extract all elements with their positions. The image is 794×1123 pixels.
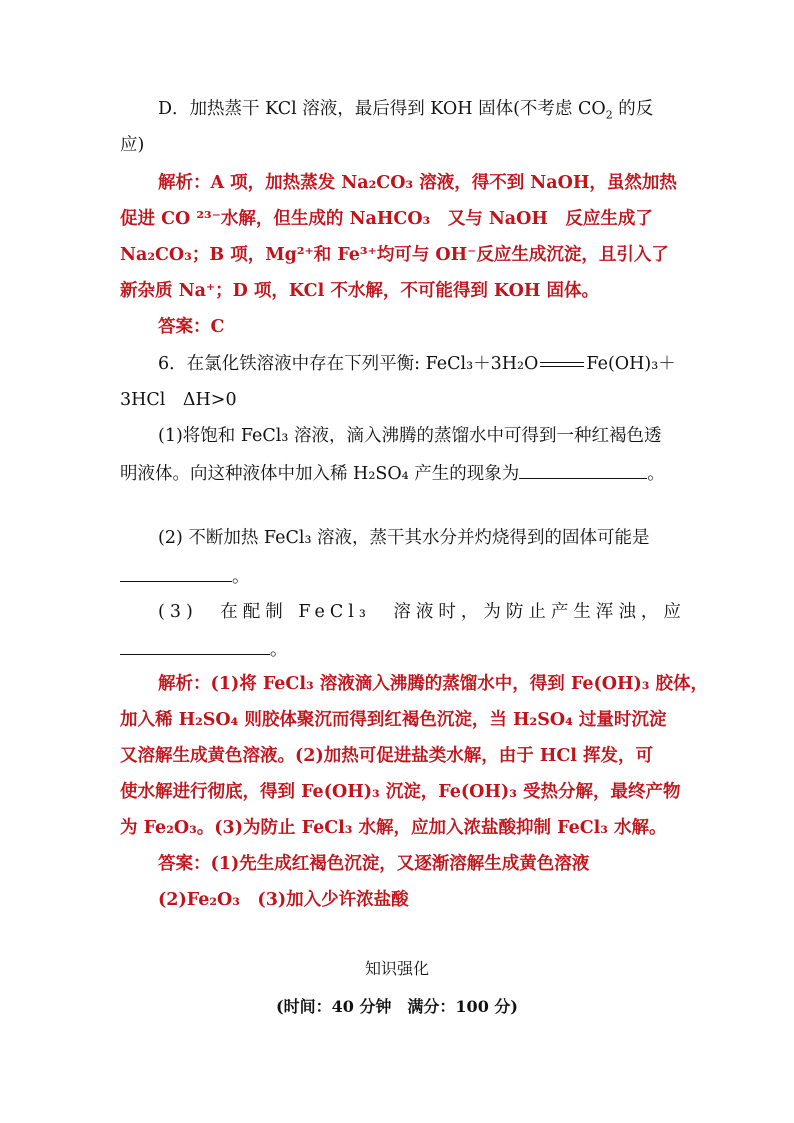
answer-label: 答案: [158, 317, 193, 337]
section-title: 知识强化: [364, 959, 429, 978]
question6-part2-line2: 。: [120, 563, 674, 589]
question6-part3-line2: 。: [120, 636, 674, 662]
question6-part1-line2: 明液体。向这种液体中加入稀 H₂SO₄ 产生的现象为 。: [120, 460, 674, 486]
equilibrium-arrow-icon: [540, 359, 584, 371]
section-subtitle: (时间：40 分钟 满分：100 分): [276, 997, 518, 1016]
explanation2-line4: 使水解进行彻底，得到 Fe(OH)₃ 沉淀，Fe(OH)₃ 受热分解，最终产物: [120, 782, 681, 802]
question6-part3-line1: (3) 在配制 FeCl₃ 溶液时，为防止产生浑浊，应: [158, 602, 686, 622]
question6-part2-line1: (2) 不断加热 FeCl₃ 溶液，蒸干其水分并灼烧得到的固体可能是: [158, 528, 650, 548]
question6-line1: 6．在氯化铁溶液中存在下列平衡: FeCl₃＋3H₂O Fe(OH)₃＋: [158, 354, 676, 374]
explanation-label: 解析: [158, 173, 193, 193]
answer-blank[interactable]: [120, 563, 232, 582]
explanation1-line1: 解析：A 项，加热蒸发 Na₂CO₃ 溶液，得不到 NaOH，虽然加热: [158, 173, 677, 193]
answer2-line1: 答案：(1)先生成红褐色沉淀，又逐渐溶解生成黄色溶液: [158, 854, 590, 874]
answer2-line2: (2)Fe₂O₃ (3)加入少许浓盐酸: [158, 890, 409, 910]
explanation2-line2: 加入稀 H₂SO₄ 则胶体聚沉而得到红褐色沉淀，当 H₂SO₄ 过量时沉淀: [120, 710, 667, 730]
answer-blank[interactable]: [519, 460, 647, 479]
explanation2-line3: 又溶解生成黄色溶液。(2)加热可促进盐类水解，由于 HCl 挥发，可: [120, 746, 654, 766]
explanation1-line3: Na₂CO₃；B 项，Mg²⁺和 Fe³⁺均可与 OH⁻反应生成沉淀，且引入了: [120, 245, 669, 265]
explanation-label: 解析: [158, 674, 193, 694]
explanation1-line4: 新杂质 Na⁺；D 项，KCl 不水解，不可能得到 KOH 固体。: [120, 281, 600, 301]
answer-blank[interactable]: [120, 636, 270, 655]
option-d-line1: D．加热蒸干 KCl 溶液，最后得到 KOH 固体(不考虑 $CO_2$ 的反: [158, 99, 654, 122]
explanation2-line5: 为 Fe₂O₃。(3)为防止 FeCl₃ 水解，应加入浓盐酸抑制 FeCl₃ 水解。: [120, 818, 667, 838]
explanation2-line1: 解析：(1)将 FeCl₃ 溶液滴入沸腾的蒸馏水中，得到 Fe(OH)₃ 胶体，: [158, 674, 709, 694]
question6-line2: 3HCl ΔH>0: [120, 390, 237, 410]
explanation1-line2: 促进 CO ²³⁻水解，但生成的 NaHCO₃ 又与 NaOH 反应生成了: [120, 209, 653, 229]
option-d-line2: 应): [120, 135, 145, 155]
answer1: 答案：C: [158, 317, 225, 337]
question6-part1-line1: (1)将饱和 FeCl₃ 溶液，滴入沸腾的蒸馏水中可得到一种红褐色透: [158, 426, 662, 446]
answer-label: 答案: [158, 854, 193, 874]
